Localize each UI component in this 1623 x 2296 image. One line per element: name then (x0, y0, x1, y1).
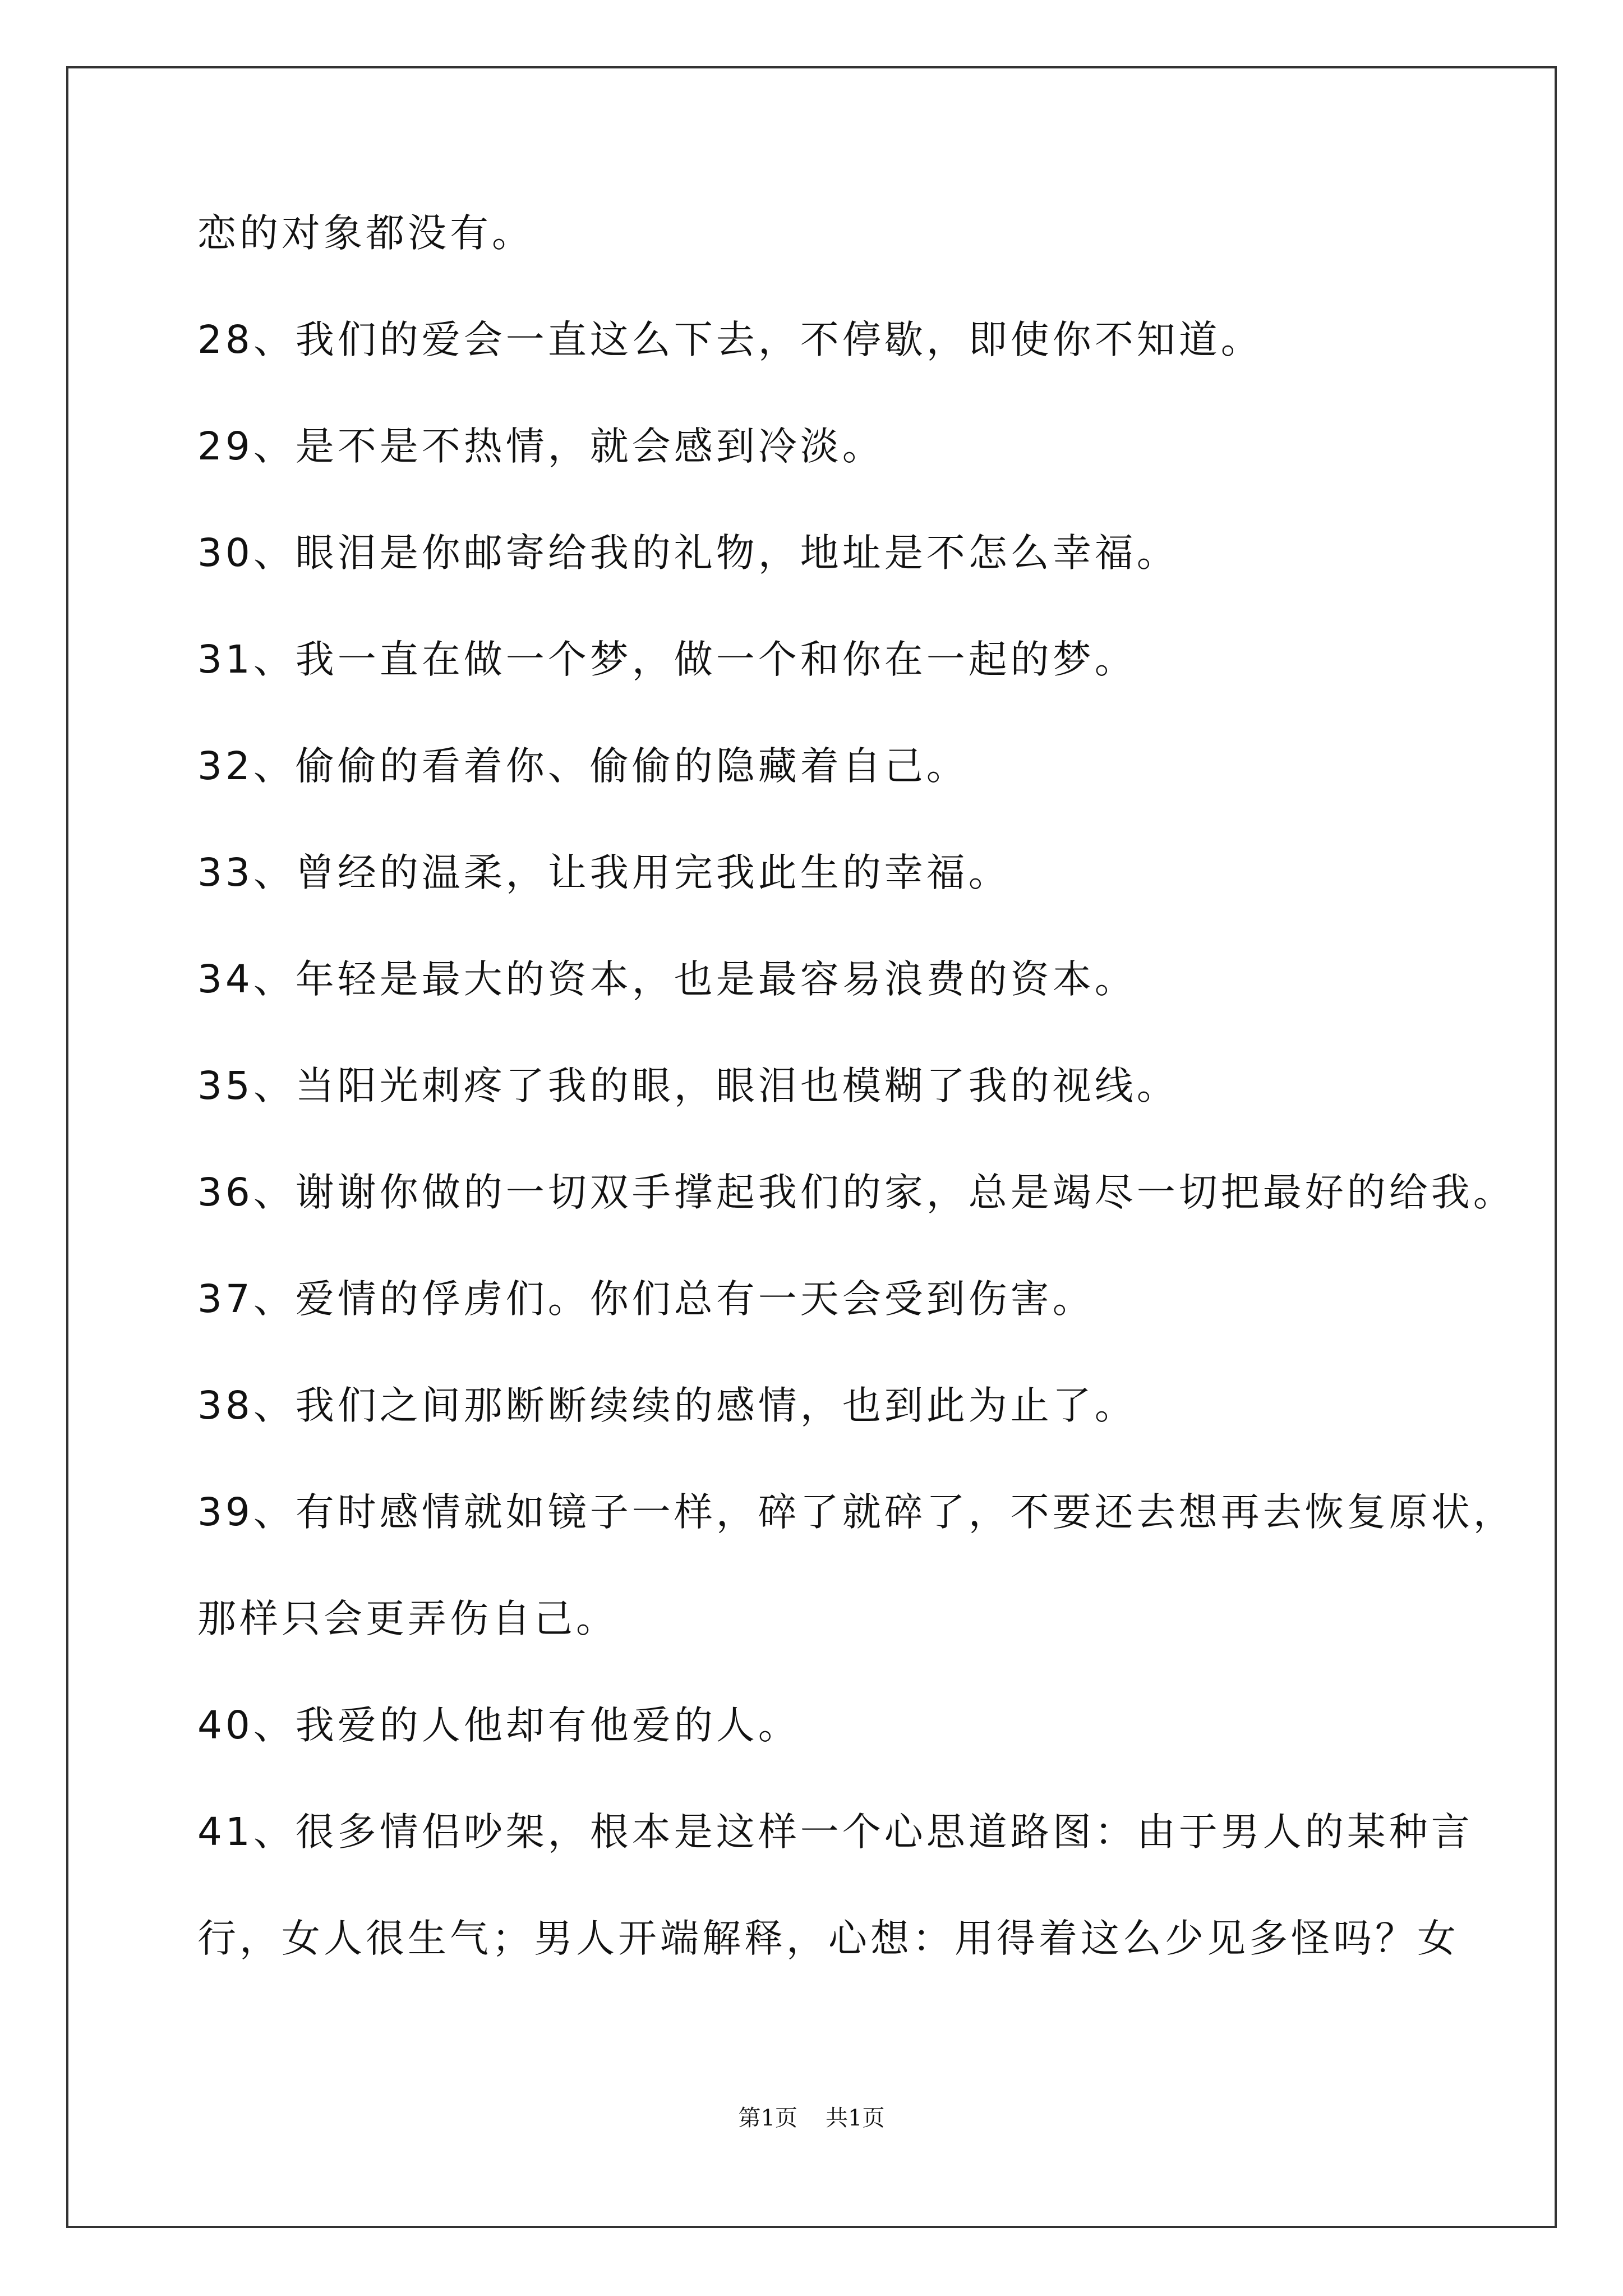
text-line: 40、我爱的人他却有他爱的人。 (197, 1703, 800, 1748)
text-line: 39、有时感情就如镜子一样，碎了就碎了，不要还去想再去恢复原状， (197, 1490, 1515, 1535)
text-line: 33、曾经的温柔，让我用完我此生的幸福。 (197, 850, 1011, 895)
page-number-current: 第1页 (738, 2105, 797, 2131)
page-footer (0, 2100, 1623, 2132)
text-line: 34、年轻是最大的资本，也是最容易浪费的资本。 (197, 957, 1137, 1002)
text-line: 30、眼泪是你邮寄给我的礼物，地址是不怎么幸福。 (197, 531, 1179, 576)
text-line: 29、是不是不热情，就会感到冷淡。 (197, 424, 884, 469)
text-line: 32、偷偷的看着你、偷偷的隐藏着自己。 (197, 744, 969, 789)
text-line: 37、爱情的俘虏们。你们总有一天会受到伤害。 (197, 1277, 1095, 1322)
document-body (197, 211, 1515, 2026)
text-line: 35、当阳光刺疼了我的眼，眼泪也模糊了我的视线。 (197, 1064, 1179, 1108)
text-line: 31、我一直在做一个梦，做一个和你在一起的梦。 (197, 637, 1137, 682)
text-line: 28、我们的爱会一直这么下去，不停歇，即使你不知道。 (197, 318, 1263, 362)
text-line: 那样只会更弄伤自己。 (197, 1596, 618, 1641)
text-line: 行，女人很生气；男人开端解释，心想：用得着这么少见多怪吗？女 (197, 1916, 1459, 1961)
text-line: 36、谢谢你做的一切双手撑起我们的家，总是竭尽一切把最好的给我。 (197, 1170, 1515, 1215)
text-line: 恋的对象都没有。 (197, 211, 534, 256)
text-line: 41、很多情侣吵架，根本是这样一个心思道路图：由于男人的某种言 (197, 1810, 1473, 1855)
page-number-total: 共1页 (826, 2105, 885, 2131)
text-line: 38、我们之间那断断续续的感情，也到此为止了。 (197, 1383, 1137, 1428)
